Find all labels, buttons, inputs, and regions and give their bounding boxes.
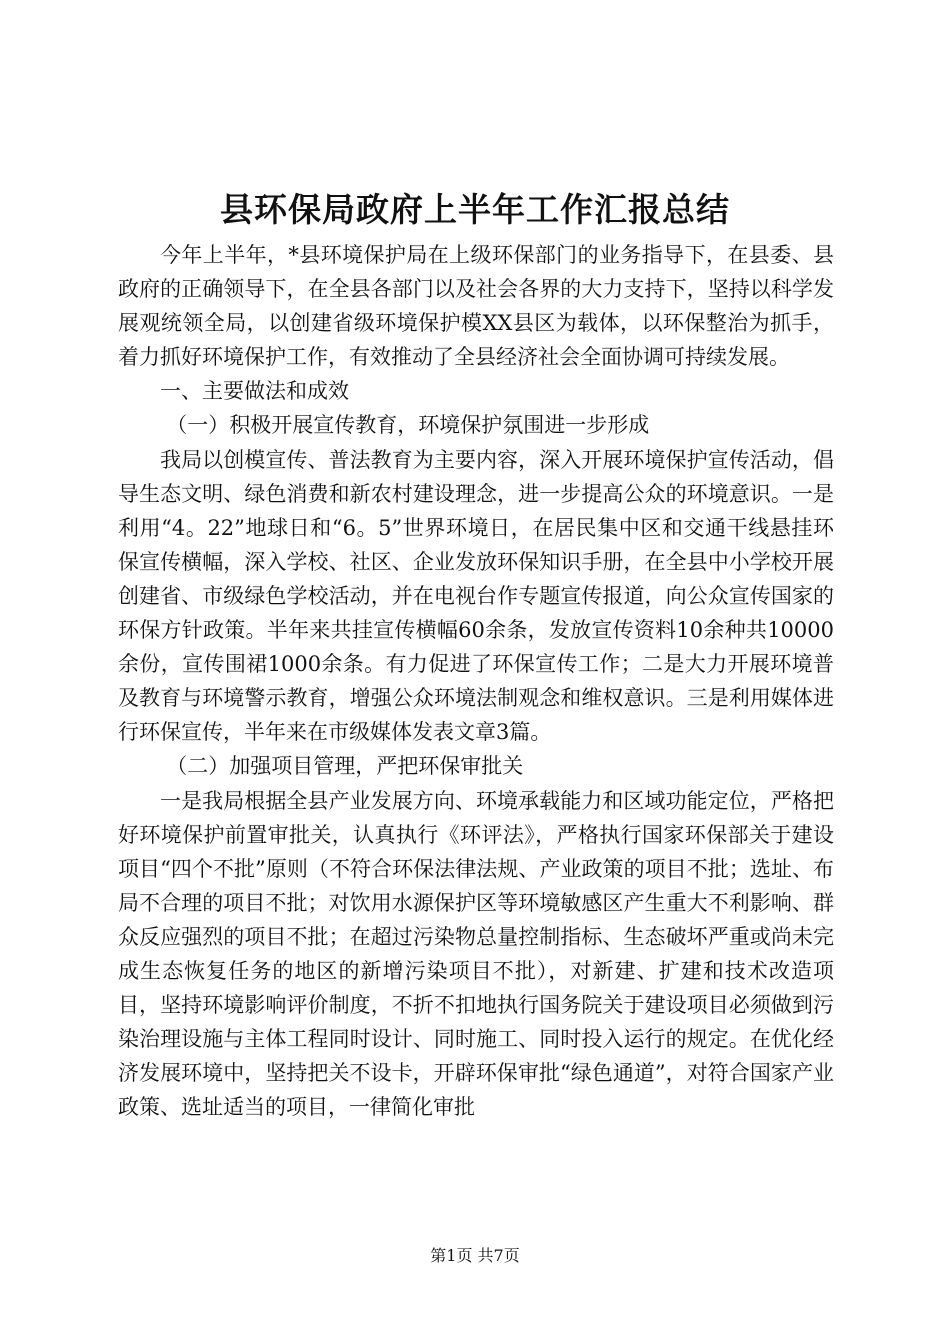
subsection-paragraph-2: 一是我局根据全县产业发展方向、环境承载能力和区域功能定位，严格把好环境保护前置审批关，认真执行《环评法》，严格执行国家环保部关于建设项目“四个不批”原则（不符合环保法律法规、产业政策的项目不批；选址、布局不合理的项目不批；对饮用水源保护区等环境敏感区产生重大不利影响、群众反应强烈的项目不批；在超过污染物总量控制指标、生态破坏严重或尚未完成生态恢复任务的地区的新增污染项目不批），对新建、扩建和技术改造项目，坚持环境影响评价制度，不折不扣地执行国务院关于建设项目必须做到污染治理设施与主体工程同时设计、同时施工、同时投入运行的规定。在优化经济发展环境中，坚持把关不设卡，开辟环保审批“绿色通道”，对符合国家产业政策、选址适当的项目，一律简化审批 bbox=[118, 788, 834, 1120]
subsection-paragraph-1: 我局以创模宣传、普法教育为主要内容，深入开展环境保护宣传活动，倡导生态文明、绿色消费和新农村建设理念，进一步提高公众的环境意识。一是利用“4。22”地球日和“6。5”世界环境日，在居民集中区和交通干线悬挂环保宣传横幅，深入学校、社区、企业发放环保知识手册，在全县中小学校开展创建省、市级绿色学校活动，并在电视台作专题宣传报道，向公众宣传国家的环保方针政策。半年来共挂宣传横幅60余条，发放宣传资料10余种共10000余份，宣传围裙1000余条。有力促进了环保宣传工作；二是大力开展环境普及教育与环境警示教育，增强公众环境法制观念和维权意识。三是利用媒体进行环保宣传，半年来在市级媒体发表文章3篇。 bbox=[118, 447, 834, 745]
page-title: 县环保局政府上半年工作汇报总结 bbox=[220, 190, 730, 229]
document-body bbox=[118, 238, 834, 1124]
subsection-heading-2: （二）加强项目管理，严把环保审批关 bbox=[166, 754, 524, 779]
subsection-heading-1: （一）积极开展宣传教育，环境保护氛围进一步形成 bbox=[166, 413, 650, 438]
page-footer: 第1页 共7页 bbox=[430, 1246, 520, 1265]
section-heading: 一、主要做法和成效 bbox=[160, 379, 349, 404]
intro-paragraph: 今年上半年，*县环境保护局在上级环保部门的业务指导下，在县委、县政府的正确领导下，在全县各部门以及社会各界的大力支持下，坚持以科学发展观统领全局，以创建省级环境保护模XX县区为载体，以环保整治为抓手，着力抓好环境保护工作，有效推动了全县经济社会全面协调可持续发展。 bbox=[118, 243, 834, 370]
